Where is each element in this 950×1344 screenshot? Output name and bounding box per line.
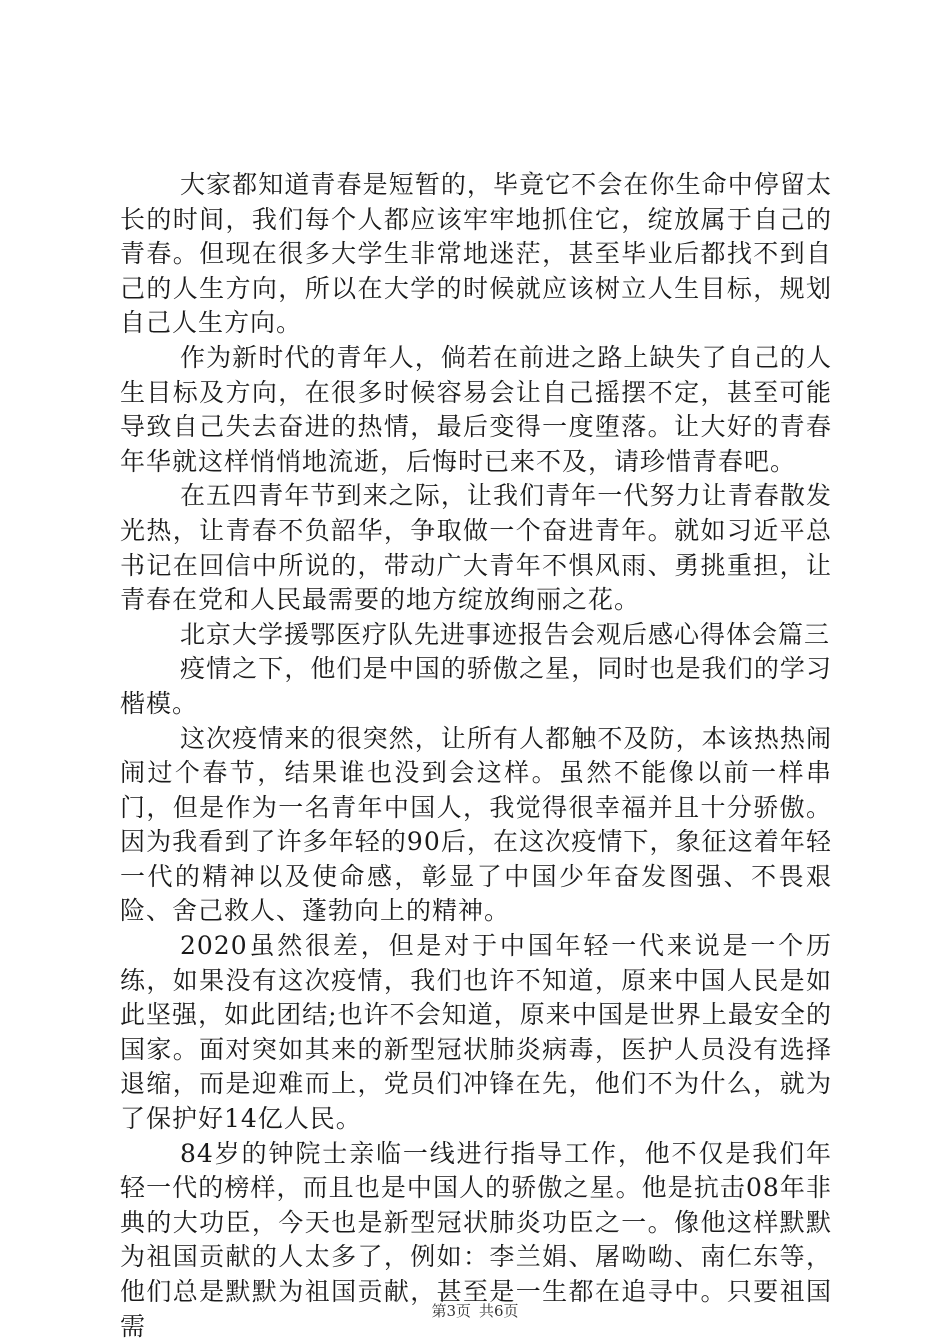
document-body <box>120 168 832 1344</box>
paragraph: 作为新时代的青年人，倘若在前进之路上缺失了自己的人生目标及方向，在很多时候容易会让自己摇摆不定，甚至可能导致自己失去奋进的热情，最后变得一度堕落。让大好的青春年华就这样悄悄地流逝，后悔时已来不及，请珍惜青春吧。 <box>120 342 832 476</box>
paragraph: 这次疫情来的很突然，让所有人都触不及防，本该热热闹闹过个春节，结果谁也没到会这样。虽然不能像以前一样串门，但是作为一名青年中国人，我觉得很幸福并且十分骄傲。因为我看到了许多年轻的90后，在这次疫情下，象征这着年轻一代的精神以及使命感，彰显了中国少年奋发图强、不畏艰险、舍己救人、蓬勃向上的精神。 <box>120 723 832 926</box>
section-heading: 北京大学援鄂医疗队先进事迹报告会观后感心得体会篇三 <box>180 619 831 649</box>
paragraph: 在五四青年节到来之际，让我们青年一代努力让青春散发光热，让青春不负韶华，争取做一个奋进青年。就如习近平总书记在回信中所说的，带动广大青年不惧风雨、勇挑重担，让青春在党和人民最需要的地方绽放绚丽之花。 <box>120 481 832 615</box>
paragraph: 84岁的钟院士亲临一线进行指导工作，他不仅是我们年轻一代的榜样，而且也是中国人的骄傲之星。他是抗击08年非典的大功臣，今天也是新型冠状肺炎功臣之一。像他这样默默为祖国贡献的人太多了，例如：李兰娟、屠呦呦、南仁东等，他们总是默默为祖国贡献，甚至是一生都在追寻中。只要祖国需 <box>120 1138 832 1341</box>
page-number-current: 第3页 <box>431 1302 471 1320</box>
page-number-total: 共6页 <box>479 1302 519 1320</box>
paragraph: 大家都知道青春是短暂的，毕竟它不会在你生命中停留太长的时间，我们每个人都应该牢牢地抓住它，绽放属于自己的青春。但现在很多大学生非常地迷茫，甚至毕业后都找不到自己的人生方向，所以在大学的时候就应该树立人生目标，规划自己人生方向。 <box>120 170 832 338</box>
paragraph: 疫情之下，他们是中国的骄傲之星，同时也是我们的学习楷模。 <box>120 654 832 718</box>
page-footer <box>0 1300 950 1321</box>
paragraph: 2020虽然很差，但是对于中国年轻一代来说是一个历练，如果没有这次疫情，我们也许不知道，原来中国人民是如此坚强，如此团结;也许不会知道，原来中国是世界上最安全的国家。面对突如其来的新型冠状肺炎病毒，医护人员没有选择退缩，而是迎难而上，党员们冲锋在先，他们不为什么，就为了保护好14亿人民。 <box>120 931 832 1134</box>
